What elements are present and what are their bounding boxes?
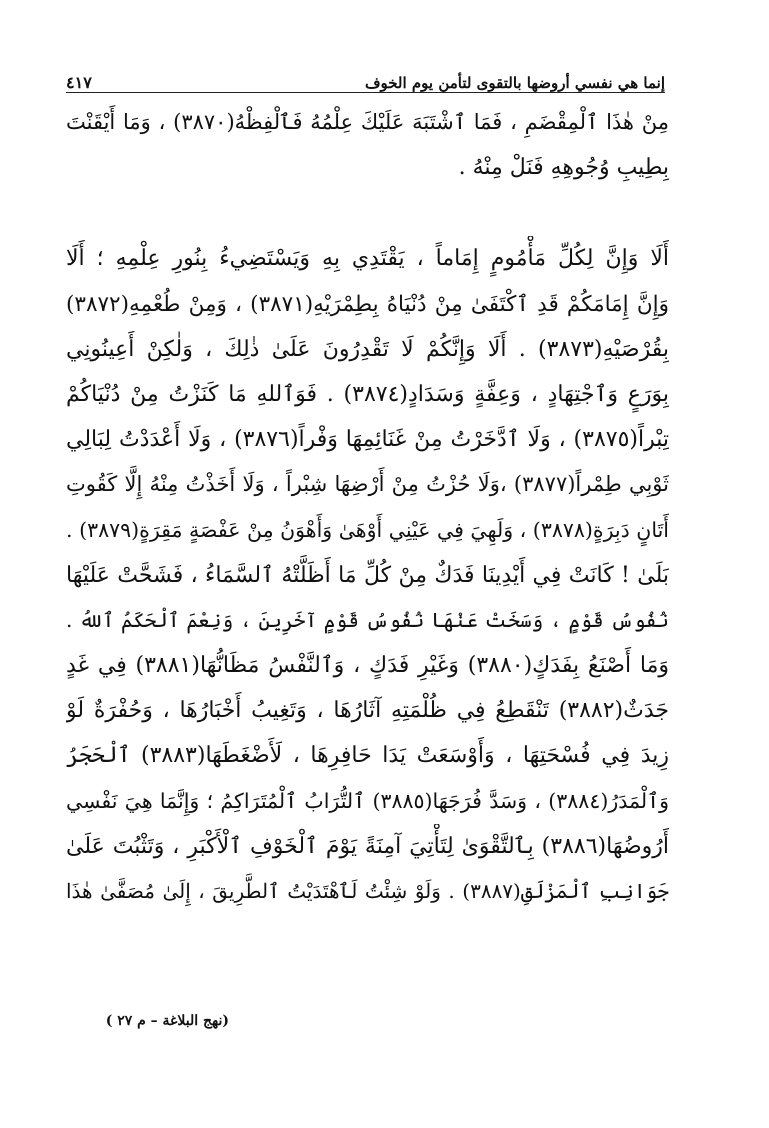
text-line: وَإِنَّ إِمَامَكُمْ قَدِ ٱكْتَفَىٰ مِنْ دُنْيَاهُ بِطِمْرَيْهِ(٣٨٧١) ، وَمِنْ طُعْمِهِ(٣٨٧٢) xyxy=(66,291,669,317)
page-header xyxy=(66,58,665,92)
text-line: وَٱلْمَدَرُ(٣٨٨٤) ، وَسَدَّ فُرَجَهَا(٣٨٨٥) ٱلتُّرَابُ ٱلْمُتَرَاكِمُ ؛ وَإِنَّمَا هِيَ نَفْسِي xyxy=(66,788,669,813)
page-number: ٤١٧ xyxy=(66,73,92,92)
paragraph-gap xyxy=(66,190,669,236)
text-line: جَوَانِبِ ٱلْمَزْلَقِ(٣٨٨٧) . وَلَوْ شِئْتُ لَٱهْتَدَيْتُ ٱلطَّرِيقَ ، إِلَىٰ مُصَفَّىٰ هٰذَا xyxy=(66,879,669,903)
text-line: أَلَا وَإِنَّ لِكُلِّ مَأْمُومٍ إِمَاماً ، يَقْتَدِي بِهِ وَيَسْتَضِيءُ بِنُورِ عِلْمِهِ ؛ أَلَا xyxy=(66,246,669,272)
text-line: أَرُوضُهَا(٣٨٨٦) بِٱلتَّقْوَىٰ لِتَأْتِيَ آمِنَةً يَوْمَ ٱلْخَوْفِ ٱلْأَكْبَرِ ، وَتَثْبُتَ عَلَىٰ xyxy=(66,833,669,859)
text-line: نُفُوسُ قَوْمٍ ، وَسَخَتْ عَنْهَا نُفُوسُ قَوْمٍ آخَرِينَ ، وَنِعْمَ ٱلْحَكَمُ ٱللهُ . xyxy=(66,607,669,632)
text-line: زِيدَ فِي فُسْحَتِهَا ، وَأَوْسَعَتْ يَدَا حَافِرِهَا ، لَأَضْغَطَهَا(٣٨٨٣) ٱلْحَجَرُ xyxy=(66,743,669,769)
text-line: ثَوْبِي طِمْراً(٣٨٧٧) ،وَلَا حُزْتُ مِنْ أَرْضِهَا شِبْراً ، وَلَا أَخَذْتُ مِنْهُ إِلَّا كَقُوتِ xyxy=(66,472,669,497)
text-line: وَمَا أَصْنَعُ بِفَدَكٍ(٣٨٨٠) وَغَيْرِ فَدَكٍ ، وَٱلنَّفْسُ مَظَانُّهَا(٣٨٨١) فِي غَدٍ xyxy=(66,653,669,679)
text-line: بِطِيبِ وُجُوهِهِ فَنَلْ مِنْهُ . xyxy=(458,155,669,181)
text-line: مِنْ هٰذَا ٱلْمِقْضَمِ ، فَمَا ٱشْتَبَهَ عَلَيْكَ عِلْمُهُ فَٱلْفِظْهُ(٣٨٧٠) ، وَمَا أَيْقَنْتَ xyxy=(66,110,669,134)
header-rule xyxy=(66,92,665,93)
body-text xyxy=(66,100,669,914)
paragraph xyxy=(66,236,669,914)
text-line: بَلَىٰ ! كَانَتْ فِي أَيْدِينَا فَدَكٌ مِنْ كُلِّ مَا أَظَلَّتْهُ ٱلسَّمَاءُ ، فَشَحَّتْ عَلَيْهَا xyxy=(66,562,669,588)
text-line: بِقُرْصَيْهِ(٣٨٧٣) . أَلَا وَإِنَّكُمْ لَا تَقْدِرُونَ عَلَىٰ ذٰلِكَ ، وَلٰكِنْ أَعِينُونِي xyxy=(66,336,669,362)
paragraph xyxy=(66,100,669,190)
text-line: أَتَانٍ دَبِرَةٍ(٣٨٧٨) ، وَلَهِيَ فِي عَيْنِي أَوْهَىٰ وَأَهْوَنُ مِنْ عَفْصَةٍ مَقِرَةٍ(٣٨٧٩) . xyxy=(66,517,669,542)
running-title: إنما هي نفسي أروضها بالتقوى لتأمن يوم الخوف xyxy=(364,74,665,92)
signature-mark: (نهج البلاغة – م ٢٧ ) xyxy=(105,1013,229,1029)
text-line: جَدَثٌ(٣٨٨٢) تَنْقَطِعُ فِي ظُلْمَتِهِ آثَارُهَا ، وَتَغِيبُ أَخْبَارُهَا ، وَحُفْرَةٌ لَوْ xyxy=(66,698,669,724)
text-line: بِوَرَعٍ وَٱجْتِهَادٍ ، وَعِفَّةٍ وَسَدَادٍ(٣٨٧٤) . فَوَٱللهِ مَا كَنَزْتُ مِنْ دُنْيَاكُمْ xyxy=(66,381,669,407)
text-line: تِبْراً(٣٨٧٥) ، وَلَا ٱدَّخَرْتُ مِنْ غَنَائِمِهَا وَفْراً(٣٨٧٦) ، وَلَا أَعْدَدْتُ لِبَالِي xyxy=(66,427,669,453)
